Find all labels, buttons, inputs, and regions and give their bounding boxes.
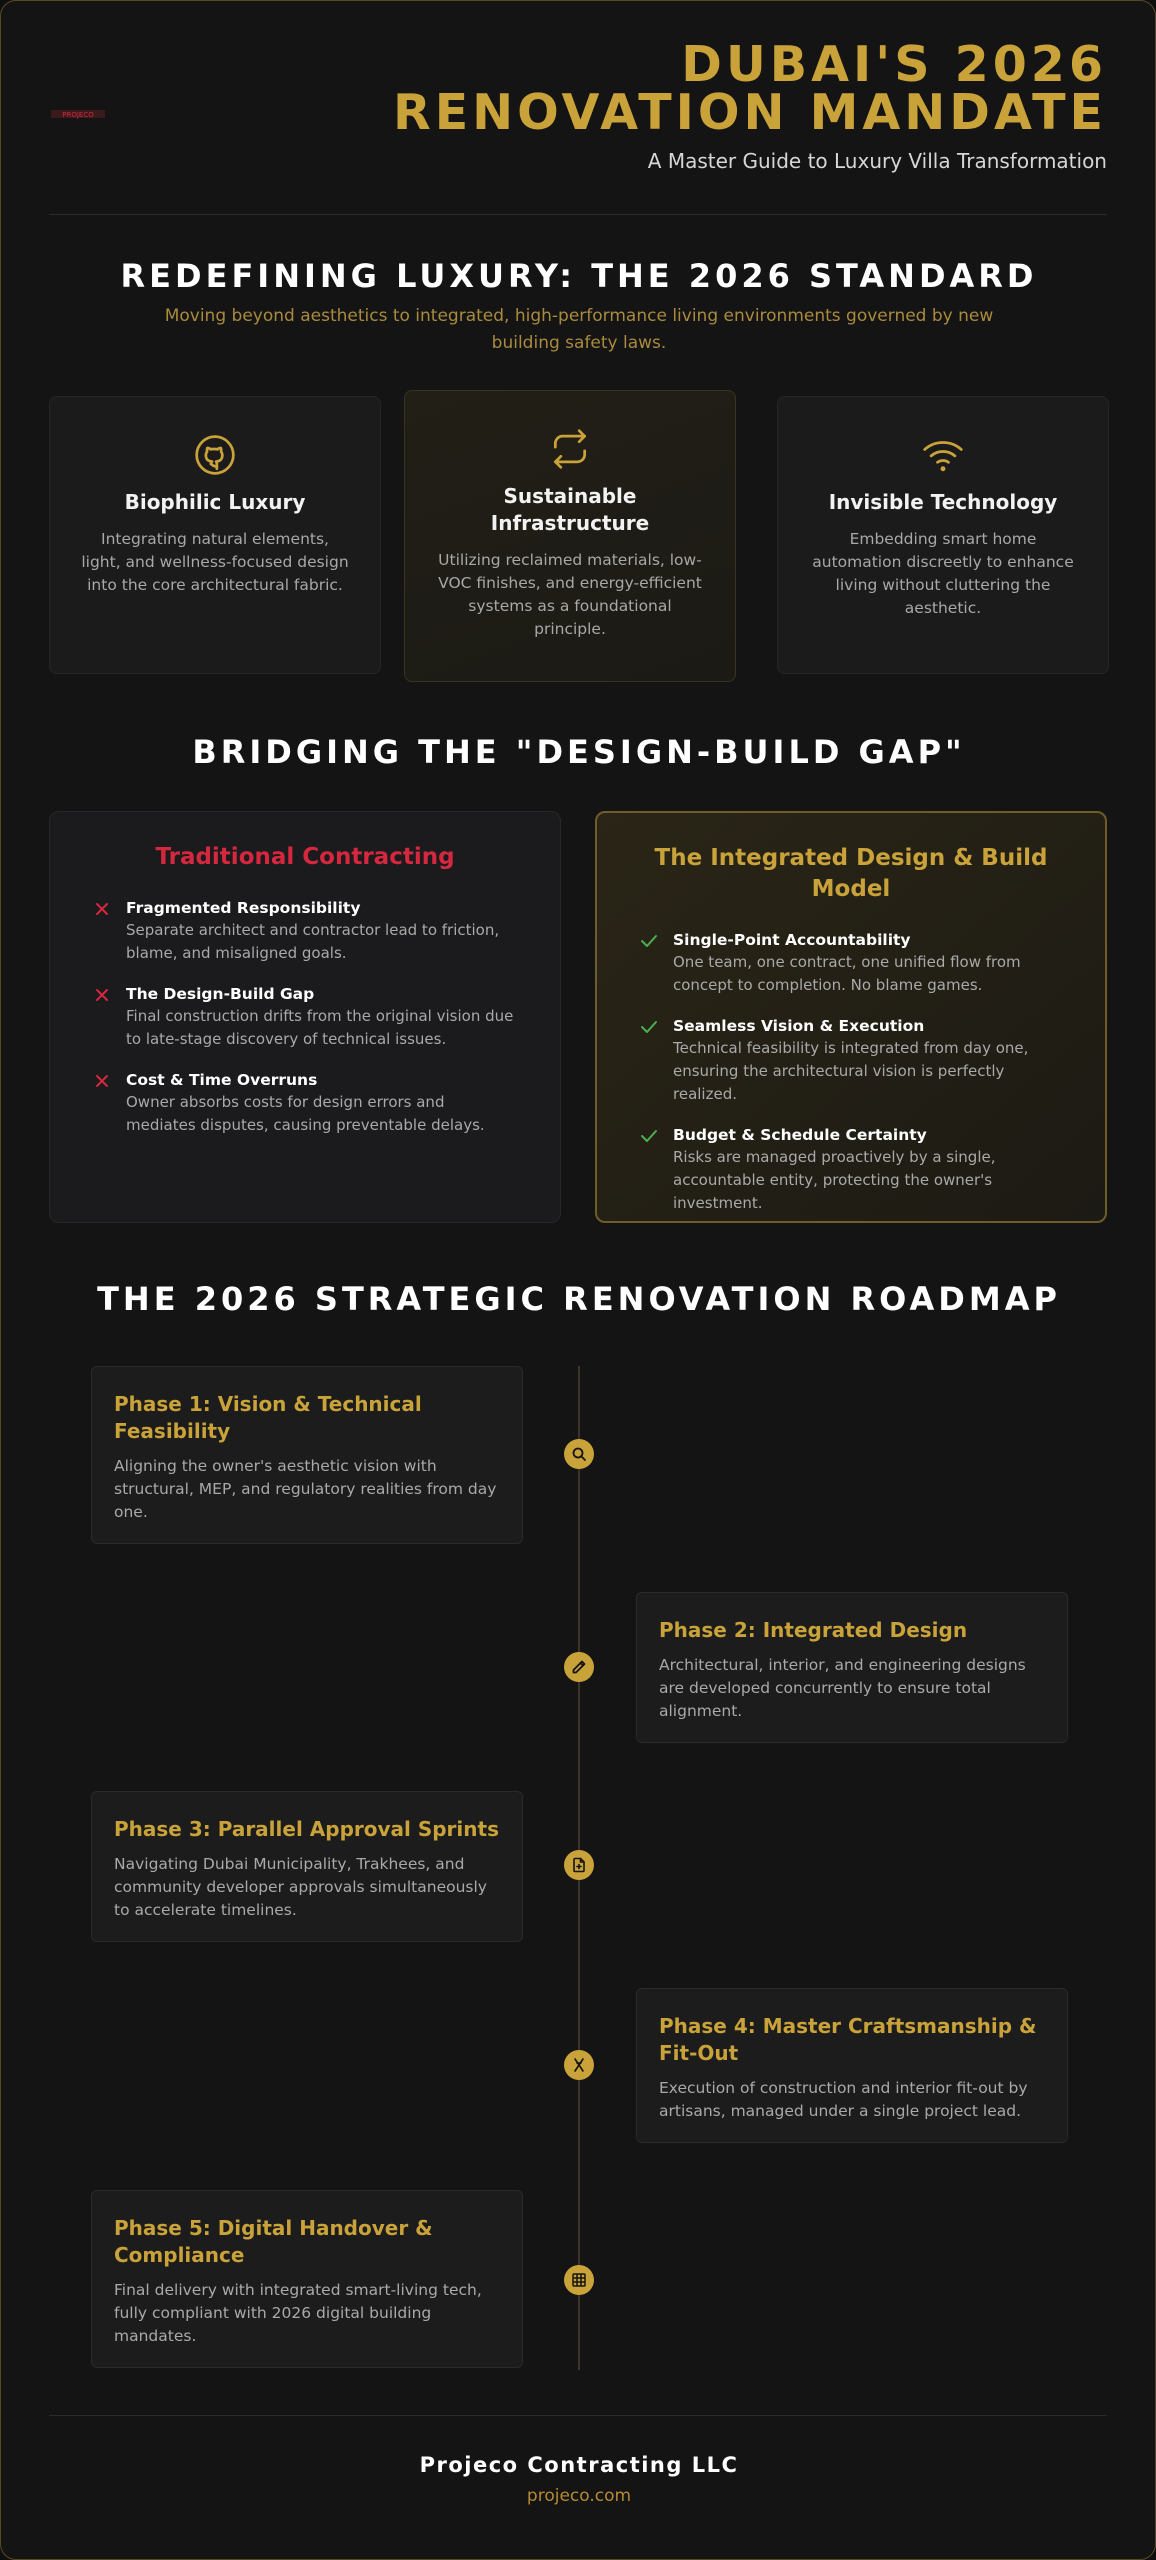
- phase-node-3: [564, 1850, 594, 1880]
- card-title: Traditional Contracting: [155, 844, 455, 870]
- repeat-arrows-icon: [548, 427, 592, 471]
- check-icon: [639, 1126, 659, 1146]
- pillar-card-sustainable: [404, 390, 736, 682]
- section-title-gap: BRIDGING THE "DESIGN-BUILD GAP": [192, 733, 966, 771]
- phase-title: Phase 4: Master Craftsmanship & Fit-Out: [659, 2014, 1037, 2065]
- pillar-title: Sustainable Infrastructure: [490, 484, 650, 535]
- phase-node-5: [564, 2265, 594, 2295]
- card-title: The Integrated Design & Build Model: [654, 845, 1048, 902]
- phase-description: Architectural, interior, and engineering designs are developed concurrently to ensure total alignment.: [659, 1656, 1026, 1720]
- list-item: [639, 1015, 1063, 1106]
- tools-icon: [571, 2057, 587, 2073]
- company-logo: [51, 105, 105, 117]
- item-description: Separate architect and contractor lead to friction, blame, and misaligned goals.: [126, 921, 500, 962]
- section-subtitle-luxury: Moving beyond aesthetics to integrated, high-performance living environments governed by new building safety laws.: [164, 306, 994, 353]
- pillar-description: Embedding smart home automation discreetly to enhance living without cluttering the aesthetic.: [812, 530, 1074, 617]
- main-subtitle: A Master Guide to Luxury Villa Transformation: [647, 149, 1107, 173]
- check-icon: [639, 1017, 659, 1037]
- list-item: [92, 983, 518, 1051]
- wifi-icon: [921, 433, 965, 477]
- item-title: Cost & Time Overruns: [126, 1071, 318, 1089]
- footer-company-name: Projeco Contracting LLC: [419, 2453, 739, 2477]
- section-title-luxury: REDEFINING LUXURY: THE 2026 STANDARD: [120, 257, 1038, 295]
- item-description: Final construction drifts from the original vision due to late-stage discovery of technical issues.: [126, 1007, 514, 1048]
- phase-description: Navigating Dubai Municipality, Trakhees, and community developer approvals simultaneously to accelerate timelines.: [114, 1855, 487, 1919]
- phase-card-4: [636, 1988, 1068, 2143]
- pillar-card-technology: [777, 396, 1109, 674]
- list-item: [639, 1124, 1063, 1215]
- phase-description: Final delivery with integrated smart-living tech, fully compliant with 2026 digital building mandates.: [114, 2281, 482, 2345]
- item-description: Owner absorbs costs for design errors and mediates disputes, causing preventable delays.: [126, 1093, 485, 1134]
- phase-description: Aligning the owner's aesthetic vision with structural, MEP, and regulatory realities from day one.: [114, 1457, 497, 1521]
- footer-website-link[interactable]: projeco.com: [526, 2486, 632, 2506]
- item-title: The Design-Build Gap: [126, 985, 315, 1003]
- phase-card-3: [91, 1791, 523, 1942]
- close-icon: [92, 985, 112, 1005]
- phase-node-1: [564, 1439, 594, 1469]
- phase-title: Phase 3: Parallel Approval Sprints: [114, 1817, 499, 1841]
- grid-icon: [571, 2272, 587, 2288]
- check-icon: [639, 931, 659, 951]
- item-description: One team, one contract, one unified flow from concept to completion. No blame games.: [673, 953, 1021, 994]
- traditional-contracting-card: [49, 811, 561, 1223]
- pillar-title: Invisible Technology: [828, 490, 1058, 514]
- close-icon: [92, 899, 112, 919]
- svg-text:PROJECO: PROJECO: [62, 111, 94, 119]
- phase-title: Phase 5: Digital Handover & Compliance: [114, 2216, 433, 2267]
- item-description: Risks are managed proactively by a single, accountable entity, protecting the owner's investment.: [673, 1148, 996, 1212]
- file-plus-icon: [571, 1857, 587, 1873]
- phase-title: Phase 2: Integrated Design: [659, 1618, 968, 1642]
- phase-title: Phase 1: Vision & Technical Feasibility: [114, 1392, 422, 1443]
- phase-card-1: [91, 1366, 523, 1544]
- phase-node-4: [564, 2050, 594, 2080]
- close-icon: [92, 1071, 112, 1091]
- item-title: Budget & Schedule Certainty: [673, 1126, 927, 1144]
- integrated-model-card: [595, 811, 1107, 1223]
- divider: [49, 2415, 1107, 2416]
- pencil-icon: [571, 1659, 587, 1675]
- item-title: Fragmented Responsibility: [126, 899, 361, 917]
- list-item: [92, 897, 518, 965]
- phase-description: Execution of construction and interior fit-out by artisans, managed under a single project lead.: [659, 2079, 1028, 2120]
- item-title: Seamless Vision & Execution: [673, 1017, 925, 1035]
- item-description: Technical feasibility is integrated from day one, ensuring the architectural vision is perfectly realized.: [673, 1039, 1029, 1103]
- list-item: [92, 1069, 518, 1137]
- phase-card-5: [91, 2190, 523, 2368]
- item-title: Single-Point Accountability: [673, 931, 911, 949]
- list-item: [639, 929, 1063, 997]
- section-title-roadmap: THE 2026 STRATEGIC RENOVATION ROADMAP: [97, 1280, 1061, 1318]
- divider: [49, 214, 1107, 215]
- phase-card-2: [636, 1592, 1068, 1743]
- github-icon: [193, 433, 237, 477]
- pillar-card-biophilic: [49, 396, 381, 674]
- search-icon: [571, 1446, 587, 1462]
- pillar-description: Integrating natural elements, light, and wellness-focused design into the core architectural fabric.: [81, 530, 349, 594]
- pillar-title: Biophilic Luxury: [124, 490, 306, 514]
- main-title: DUBAI'S 2026 RENOVATION MANDATE: [392, 36, 1107, 141]
- phase-node-2: [564, 1652, 594, 1682]
- pillar-description: Utilizing reclaimed materials, low-VOC finishes, and energy-efficient systems as a foundational principle.: [438, 551, 702, 638]
